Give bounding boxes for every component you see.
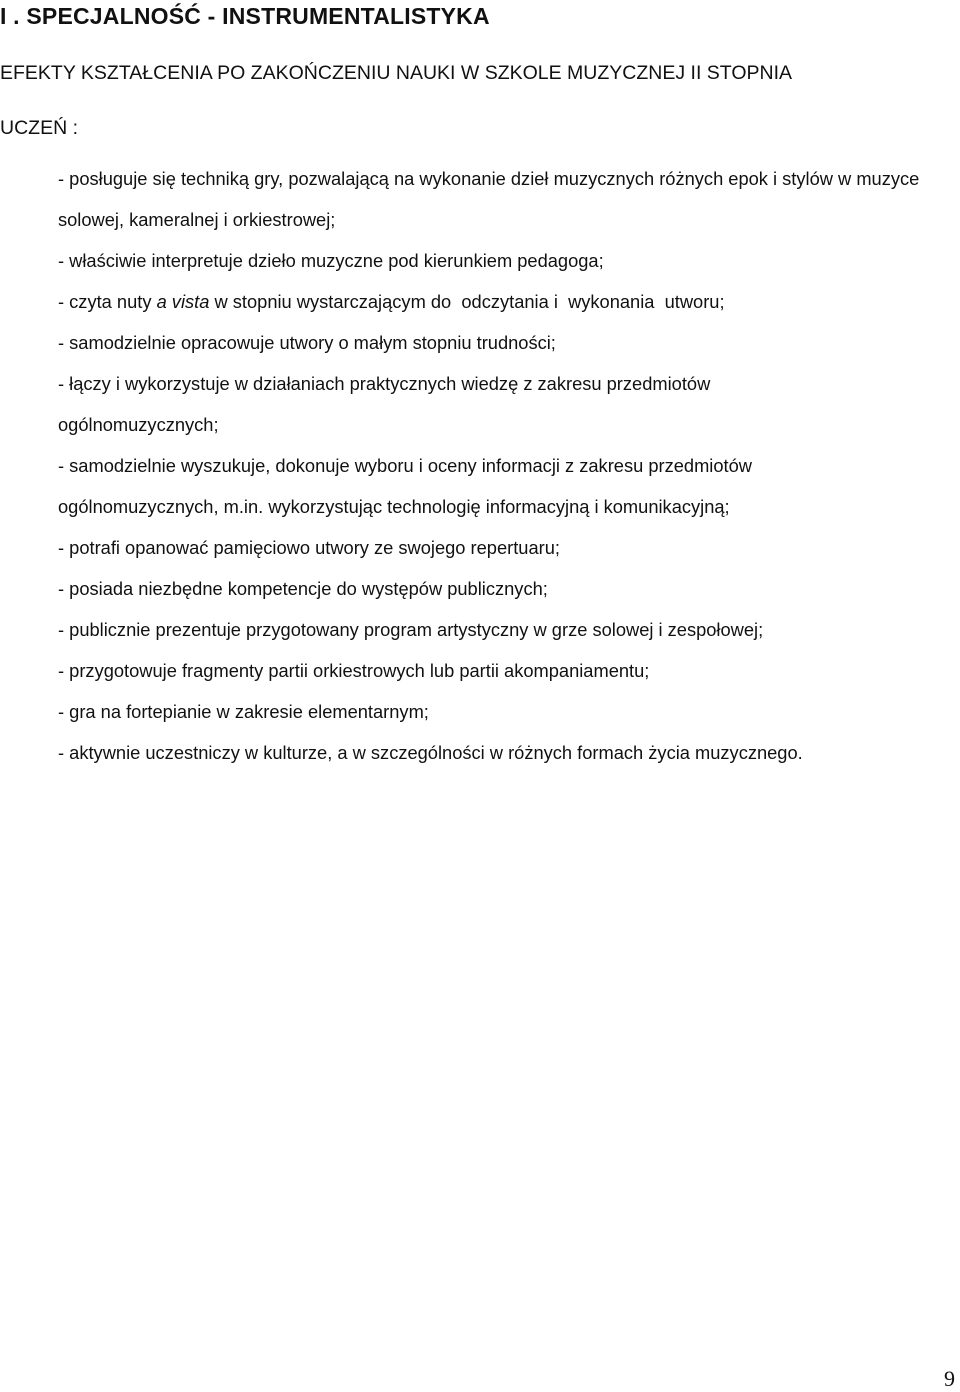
list-item <box>58 445 858 527</box>
list-item-text: - posługuje się techniką gry, pozwalającą na wykonanie dzieł muzycznych różnych epok i stylów w muzyce solowej, kameralnej i orkiestrowej; <box>58 168 920 230</box>
list-item <box>58 732 958 773</box>
list-item <box>58 281 958 322</box>
list-item-text: - właściwie interpretuje dzieło muzyczne pod kierunkiem pedagoga; <box>58 250 604 271</box>
document-subheading: EFEKTY KSZTAŁCENIA PO ZAKOŃCZENIU NAUKI W SZKOLE MUZYCZNEJ II STOPNIA <box>0 62 793 84</box>
list-item-text: - samodzielnie opracowuje utwory o małym stopniu trudności; <box>58 332 556 353</box>
list-item <box>58 158 960 240</box>
list-item <box>58 240 958 281</box>
list-item <box>58 363 818 445</box>
section-heading: I . SPECJALNOŚĆ - INSTRUMENTALISTYKA <box>0 3 490 29</box>
list-item-text: - publicznie prezentuje przygotowany program artystyczny w grze solowej i zespołowej; <box>58 619 764 640</box>
list-item-text: - samodzielnie wyszukuje, dokonuje wyboru i oceny informacji z zakresu przedmiotów ogólnomuzycznych, m.in. wykorzystując technologię informacyjną i komunikacyjną; <box>58 455 752 517</box>
list-item-text: - łączy i wykorzystuje w działaniach praktycznych wiedzę z zakresu przedmiotów ogólnomuzycznych; <box>58 373 711 435</box>
learning-outcomes-list <box>58 158 958 773</box>
list-item <box>58 691 958 732</box>
student-label: UCZEŃ : <box>0 117 78 139</box>
list-item <box>58 609 958 650</box>
list-item-text: - przygotowuje fragmenty partii orkiestrowych lub partii akompaniamentu; <box>58 660 650 681</box>
list-item-text: w stopniu wystarczającym do odczytania i wykonania utworu; <box>209 291 725 312</box>
list-item <box>58 568 958 609</box>
list-item <box>58 650 958 691</box>
list-item <box>58 527 958 568</box>
list-item-italic-text: a vista <box>156 291 210 312</box>
page-number: 9 <box>944 1366 955 1391</box>
list-item <box>58 322 958 363</box>
list-item-text: - potrafi opanować pamięciowo utwory ze swojego repertuaru; <box>58 537 560 558</box>
list-item-text: - posiada niezbędne kompetencje do występów publicznych; <box>58 578 548 599</box>
list-item-text: - gra na fortepianie w zakresie elementarnym; <box>58 701 429 722</box>
list-item-text: - aktywnie uczestniczy w kulturze, a w szczególności w różnych formach życia muzycznego. <box>58 742 803 763</box>
list-item-text: - czyta nuty <box>58 291 157 312</box>
